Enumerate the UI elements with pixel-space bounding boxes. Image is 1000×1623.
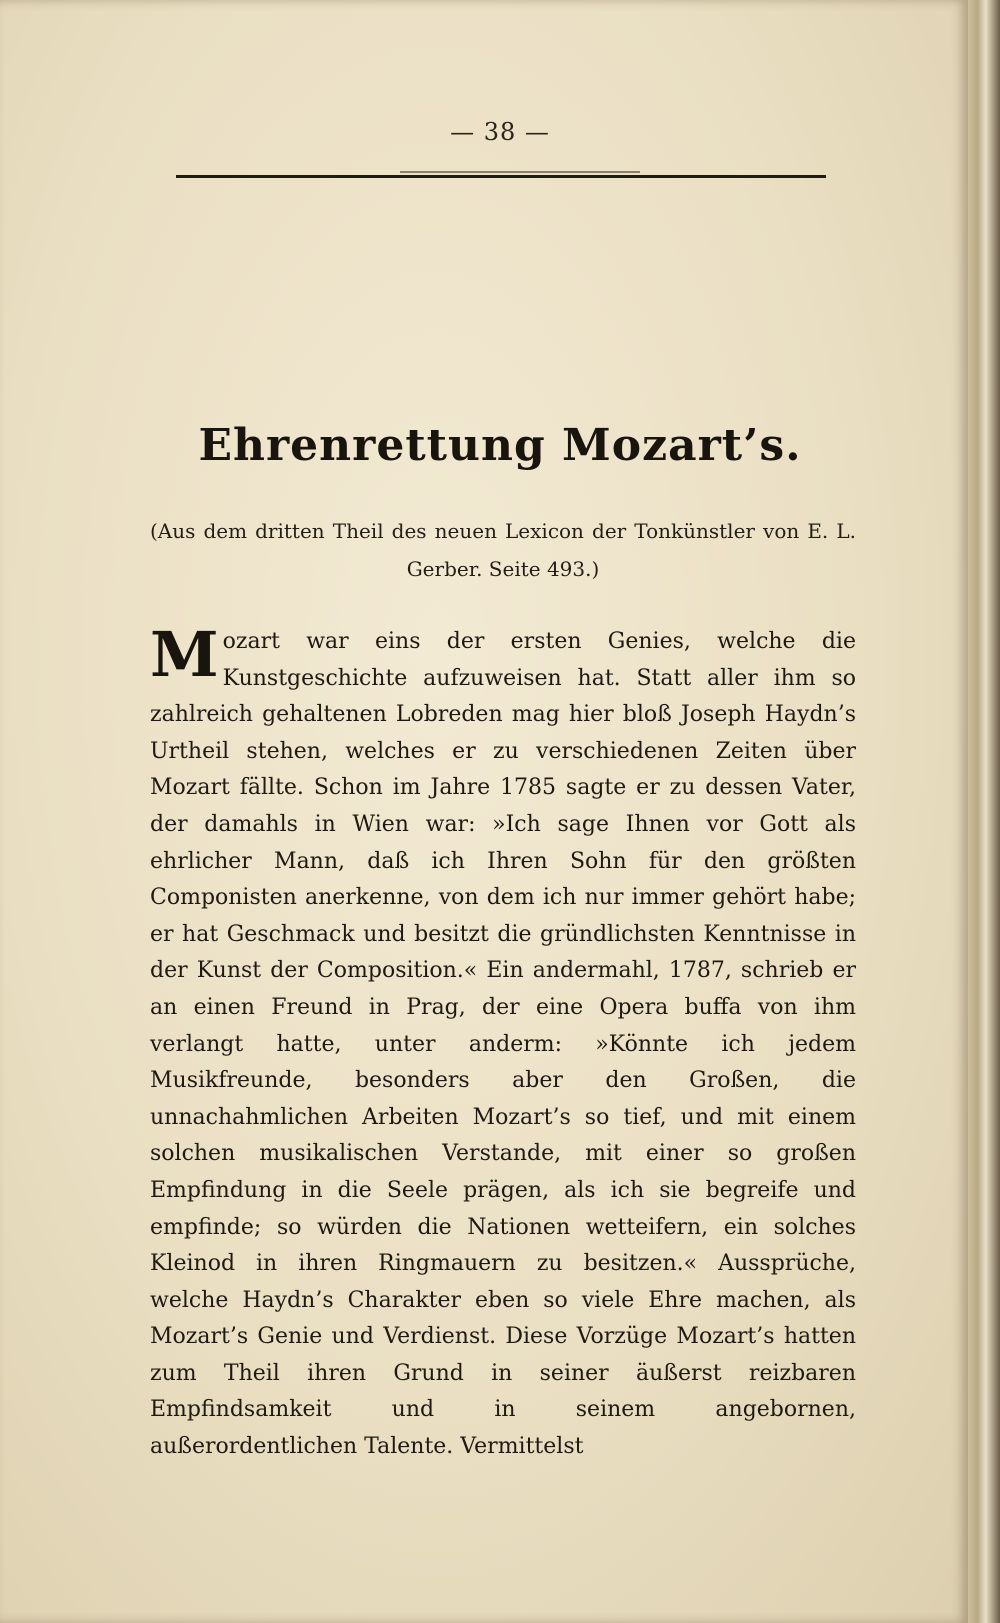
chapter-heading: Ehrenrettung Mozart’s. [198, 420, 802, 471]
page-edge [968, 0, 1000, 1623]
header-rule [176, 175, 826, 178]
body-paragraph [150, 618, 856, 1466]
drop-initial: M [150, 618, 219, 691]
header-rule-accent [400, 171, 640, 173]
body-text: ozart war eins der ersten Genies, welche die Kunstgeschichte aufzuweisen hat. Statt aller ihm so zahlreich gehaltenen Lobreden mag hier bloß Joseph Haydn’s Urtheil stehen, welches er zu verschiedenen Zeiten über Mozart fällte. Schon im Jahre 1785 sagte er zu dessen Vater, der damahls in Wien war: »Ich sage Ihnen vor Gott als ehrlicher Mann, daß ich Ihren Sohn für den größten Componisten anerkenne, von dem ich nur immer gehört habe; er hat Geschmack und besitzt die gründlichsten Kenntnisse in der Kunst der Composition.« Ein andermahl, 1787, schrieb er an einen Freund in Prag, der eine Opera buffa von ihm verlangt hatte, unter anderm: »Könnte ich jedem Musikfreunde, besonders aber den Großen, die unnachahmlichen Arbeiten Mozart’s so tief, und mit einem solchen musikalischen Verstande, mit einer so großen Empfindung in die Seele prägen, als ich sie begreife und empfinde; so würden die Nationen wetteifern, ein solches Kleinod in ihren Ringmauern zu besitzen.« Aussprüche, welche Haydn’s Charakter eben so viele Ehre machen, als Mozart’s Genie und Verdienst. Diese Vorzüge Mozart’s hatten zum Theil ihren Grund in seiner äußerst reizbaren Empfindsamkeit und in seinem angebornen, außerordentlichen Talente. Vermittelst [150, 629, 856, 1460]
page-number: — 38 — [450, 118, 550, 146]
source-citation: (Aus dem dritten Theil des neuen Lexicon der Tonkünstler von E. L. Gerber. Seite 493.) [150, 519, 856, 581]
